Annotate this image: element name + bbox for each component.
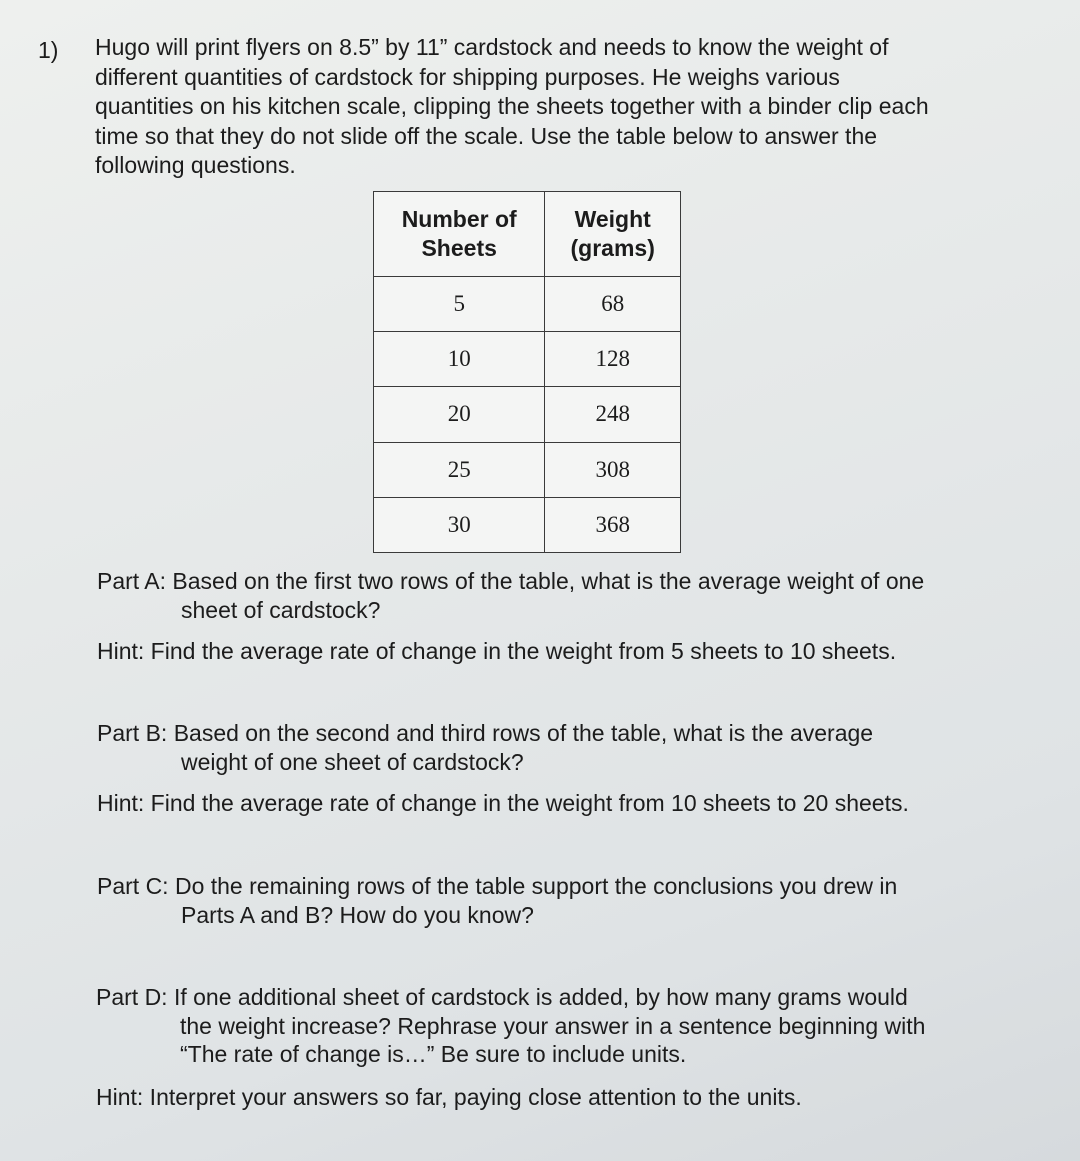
part-d-line: the weight increase? Rephrase your answer in a sentence beginning with	[180, 1012, 926, 1039]
part-b-line: Part B: Based on the second and third rows of the table, what is the average	[97, 720, 874, 746]
weight-cell: 368	[545, 497, 681, 552]
part-b-question	[97, 719, 1017, 776]
part-c-line: Part C: Do the remaining rows of the table support the conclusions you drew in	[97, 873, 898, 899]
header-text: Number of	[401, 206, 517, 232]
table-row	[374, 442, 681, 497]
sheets-cell: 20	[374, 387, 545, 442]
table-row	[374, 497, 681, 552]
part-d-line: “The rate of change is…” Be sure to include units.	[180, 1041, 687, 1067]
intro-line: different quantities of cardstock for shipping purposes. He weighs various	[95, 63, 840, 90]
intro-line: quantities on his kitchen scale, clipping the sheets together with a binder clip each	[95, 93, 929, 119]
intro-line: following questions.	[95, 152, 296, 178]
part-d-question	[96, 983, 1016, 1069]
header-weight-grams	[545, 192, 681, 277]
table-row	[374, 332, 681, 387]
weight-cell: 308	[545, 442, 681, 497]
table-row	[374, 387, 681, 442]
table-row	[374, 277, 681, 332]
header-text: (grams)	[570, 235, 655, 261]
part-c-line: Parts A and B? How do you know?	[181, 901, 534, 928]
weight-cell: 128	[545, 332, 681, 387]
part-b-hint: Hint: Find the average rate of change in the weight from 10 sheets to 20 sheets.	[97, 790, 909, 816]
part-a-hint: Hint: Find the average rate of change in the weight from 5 sheets to 10 sheets.	[97, 638, 897, 664]
weight-cell: 68	[545, 277, 681, 332]
header-number-of-sheets	[374, 192, 545, 277]
part-d-line: Part D: If one additional sheet of cardstock is added, by how many grams would	[96, 984, 908, 1010]
sheets-cell: 30	[374, 497, 545, 552]
part-a-question	[97, 567, 1017, 624]
part-d-hint: Hint: Interpret your answers so far, paying close attention to the units.	[96, 1084, 802, 1110]
table-header-row	[374, 192, 681, 277]
header-text: Weight	[574, 206, 651, 232]
question-number: 1)	[38, 37, 59, 63]
question-intro	[95, 33, 1015, 181]
sheets-weight-table	[373, 191, 681, 553]
intro-line: time so that they do not slide off the scale. Use the table below to answer the	[95, 122, 878, 149]
header-text: Sheets	[421, 235, 497, 261]
part-c-question	[97, 872, 1017, 929]
part-a-line: sheet of cardstock?	[181, 596, 381, 623]
sheets-cell: 10	[374, 332, 545, 387]
part-b-line: weight of one sheet of cardstock?	[181, 748, 524, 775]
weight-cell: 248	[545, 387, 681, 442]
sheets-cell: 25	[374, 442, 545, 497]
intro-line: Hugo will print flyers on 8.5” by 11” cardstock and needs to know the weight of	[95, 34, 889, 60]
sheets-cell: 5	[374, 277, 545, 332]
part-a-line: Part A: Based on the first two rows of the table, what is the average weight of one	[97, 568, 925, 594]
